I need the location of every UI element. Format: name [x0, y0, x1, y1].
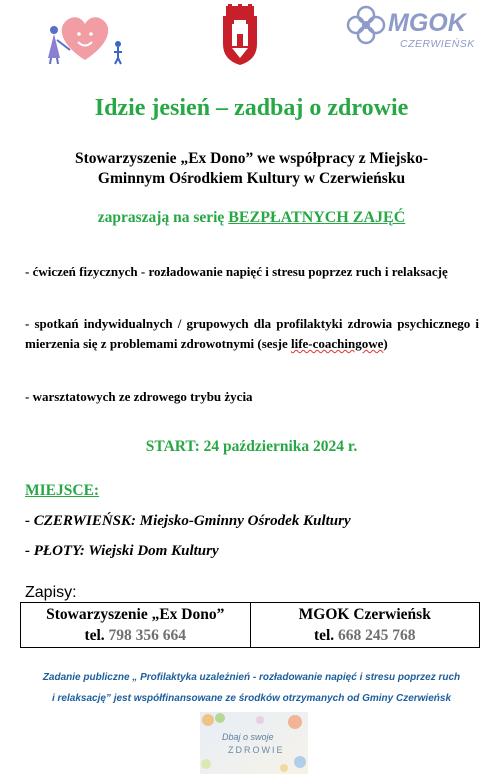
phone-number-mgok: 668 245 768 [338, 627, 416, 644]
activity-item-meetings [25, 314, 479, 354]
funding-note [20, 667, 483, 709]
mgok-flower-icon [345, 4, 387, 46]
contact-cell-exdono [21, 603, 250, 647]
banner-text-2: ZDROWIE [228, 745, 285, 755]
invite-line [0, 209, 503, 227]
mgok-logo-text: MGOK [388, 9, 466, 37]
town-crest-icon [220, 4, 260, 66]
logo-row [0, 0, 503, 80]
place-item-czerwiensk: - CZERWIEŃSK: Miejsko-Gminny Ośrodek Kultury [25, 513, 351, 529]
signup-label-text: Zapisy [25, 584, 73, 601]
activity-meetings-close: ) [383, 336, 388, 351]
funding-note-line-1: Zadanie publiczne „ Profilaktyka uzależnień - rozładowanie napięć i stresu poprzez ruch [42, 672, 461, 683]
phone-number-exdono: 798 356 664 [108, 627, 187, 644]
heart-family-logo [40, 8, 130, 66]
place-item-ploty: - PŁOTY: Wiejski Dom Kultury [25, 543, 219, 559]
invite-highlight: BEZPŁATNYCH ZAJĘĆ [228, 209, 406, 226]
contact-name-exdono: Stowarzyszenie „Ex Dono” [46, 606, 225, 623]
signup-label-colon: : [72, 584, 77, 601]
health-banner-image [200, 712, 308, 774]
contacts-table [20, 602, 480, 648]
tel-label: tel. [313, 627, 335, 644]
organizer-line-1: Stowarzyszenie „Ex Dono” we współpracy z Miejsko- [74, 150, 428, 167]
place-heading: MIEJSCE: [25, 482, 100, 499]
activity-meetings-text: - spotkań indywidualnych / grupowych dla profilaktyki zdrowia psychicznego i mierzenia się z problemami zdrowotnymi (sesje [25, 316, 479, 351]
contact-name-mgok: MGOK Czerwieńsk [298, 606, 431, 623]
signup-label [25, 584, 77, 602]
funding-note-line-2: i relaksację” jest współfinansowane ze środków otrzymanych od Gminy Czerwieńsk [51, 693, 452, 704]
page-title: Idzie jesień – zadbaj o zdrowie [94, 95, 409, 121]
contact-phone-exdono [21, 625, 250, 646]
tel-label: tel. [84, 627, 105, 644]
activity-item-exercise: - ćwiczeń fizycznych - rozładowanie napięć i stresu poprzez ruch i relaksację [25, 264, 448, 279]
invite-prefix: zapraszają na serię [97, 209, 229, 226]
banner-text-1: Dbaj o swoje [222, 732, 274, 742]
organizer-line-2: Gminnym Ośrodkiem Kultury w Czerwieńsku [97, 170, 406, 187]
life-coaching-text: life-coachingowe [290, 336, 384, 351]
start-date: START: 24 października 2024 r. [145, 438, 358, 455]
activity-item-workshops: - warsztatowych ze zdrowego trybu życia [25, 389, 253, 404]
mgok-logo-subtext: CZERWIEŃSK [400, 38, 475, 50]
banner-background [200, 712, 308, 774]
contact-cell-mgok [250, 603, 480, 647]
contact-phone-mgok [251, 625, 480, 646]
